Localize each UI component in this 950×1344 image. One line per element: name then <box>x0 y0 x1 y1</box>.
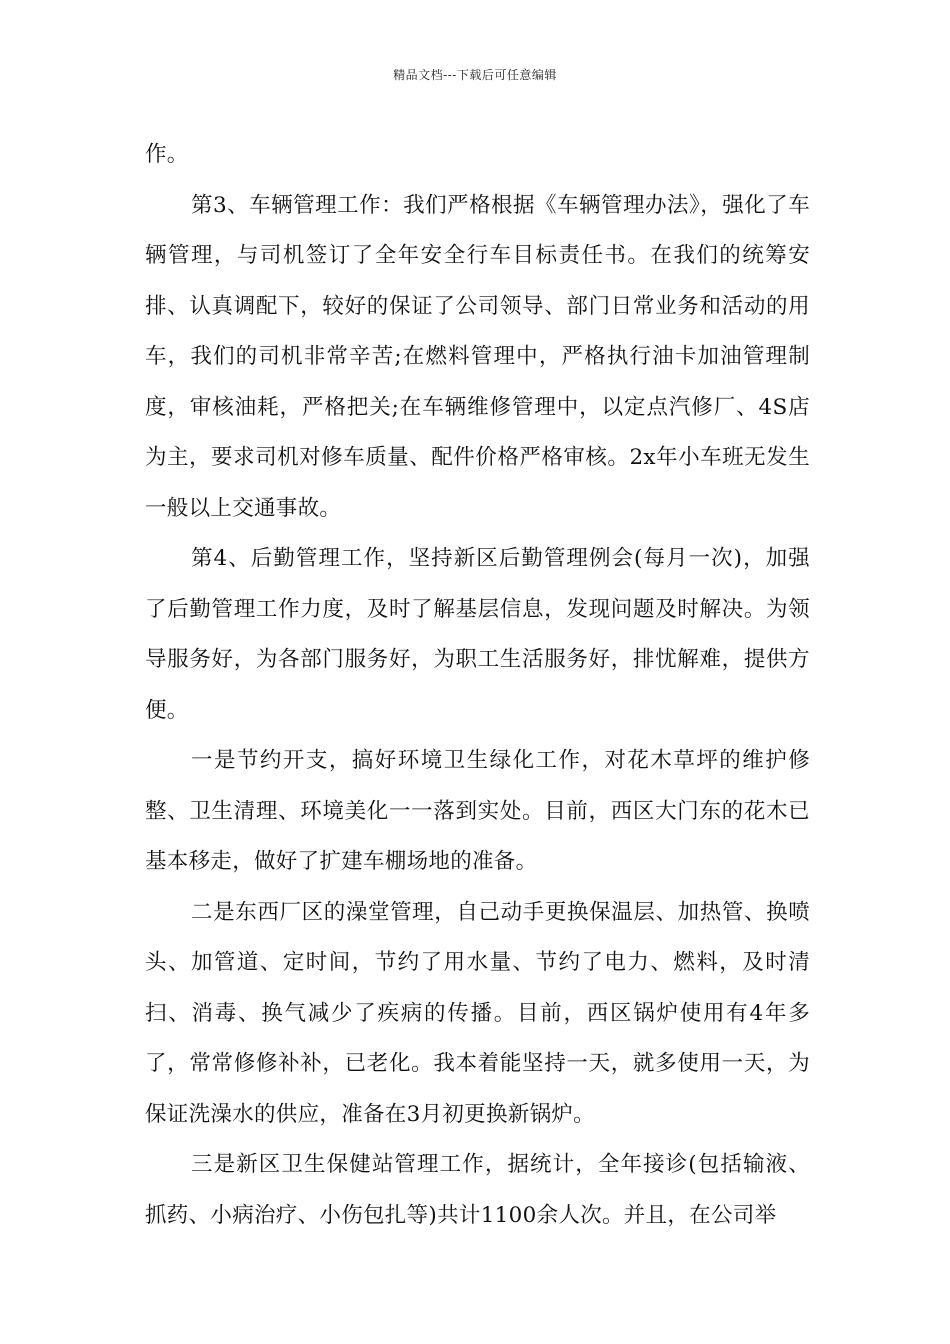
paragraph-continuation: 作。 <box>145 142 189 167</box>
page-header: 精品文档---下载后可任意编辑 <box>393 68 557 82</box>
paragraph-item-one: 一是节约开支，搞好环境卫生绿化工作，对花木草坪的维护修整、卫生清理、环境美化一一落到实处。目前，西区大门东的花木已基本移走，做好了扩建车棚场地的准备。 <box>145 748 810 874</box>
paragraph-vehicle-management: 第3、车辆管理工作：我们严格根据《车辆管理办法》，强化了车辆管理，与司机签订了全年安全行车目标责任书。在我们的统筹安排、认真调配下，较好的保证了公司领导、部门日常业务和活动的用车，我们的司机非常辛苦;在燃料管理中，严格执行油卡加油管理制度，审核油耗，严格把关;在车辆维修管理中，以定点汽修厂、4S店为主，要求司机对修车质量、配件价格严格审核。2x年小车班无发生一般以上交通事故。 <box>145 192 810 521</box>
document-body <box>145 130 810 1241</box>
paragraph-logistics-management: 第4、后勤管理工作，坚持新区后勤管理例会(每月一次)，加强了后勤管理工作力度，及时了解基层信息，发现问题及时解决。为领导服务好，为各部门服务好，为职工生活服务好，排忧解难，提供方便。 <box>145 546 810 723</box>
paragraph-item-three: 三是新区卫生保健站管理工作，据统计，全年接诊(包括输液、抓药、小病治疗、小伤包扎等)共计1100余人次。并且，在公司举 <box>145 1152 810 1228</box>
paragraph-item-two: 二是东西厂区的澡堂管理，自己动手更换保温层、加热管、换喷头、加管道、定时间，节约了用水量、节约了电力、燃料，及时清扫、消毒、换气减少了疾病的传播。目前，西区锅炉使用有4年多了，常常修修补补，已老化。我本着能坚持一天，就多使用一天，为保证洗澡水的供应，准备在3月初更换新锅炉。 <box>145 899 810 1127</box>
